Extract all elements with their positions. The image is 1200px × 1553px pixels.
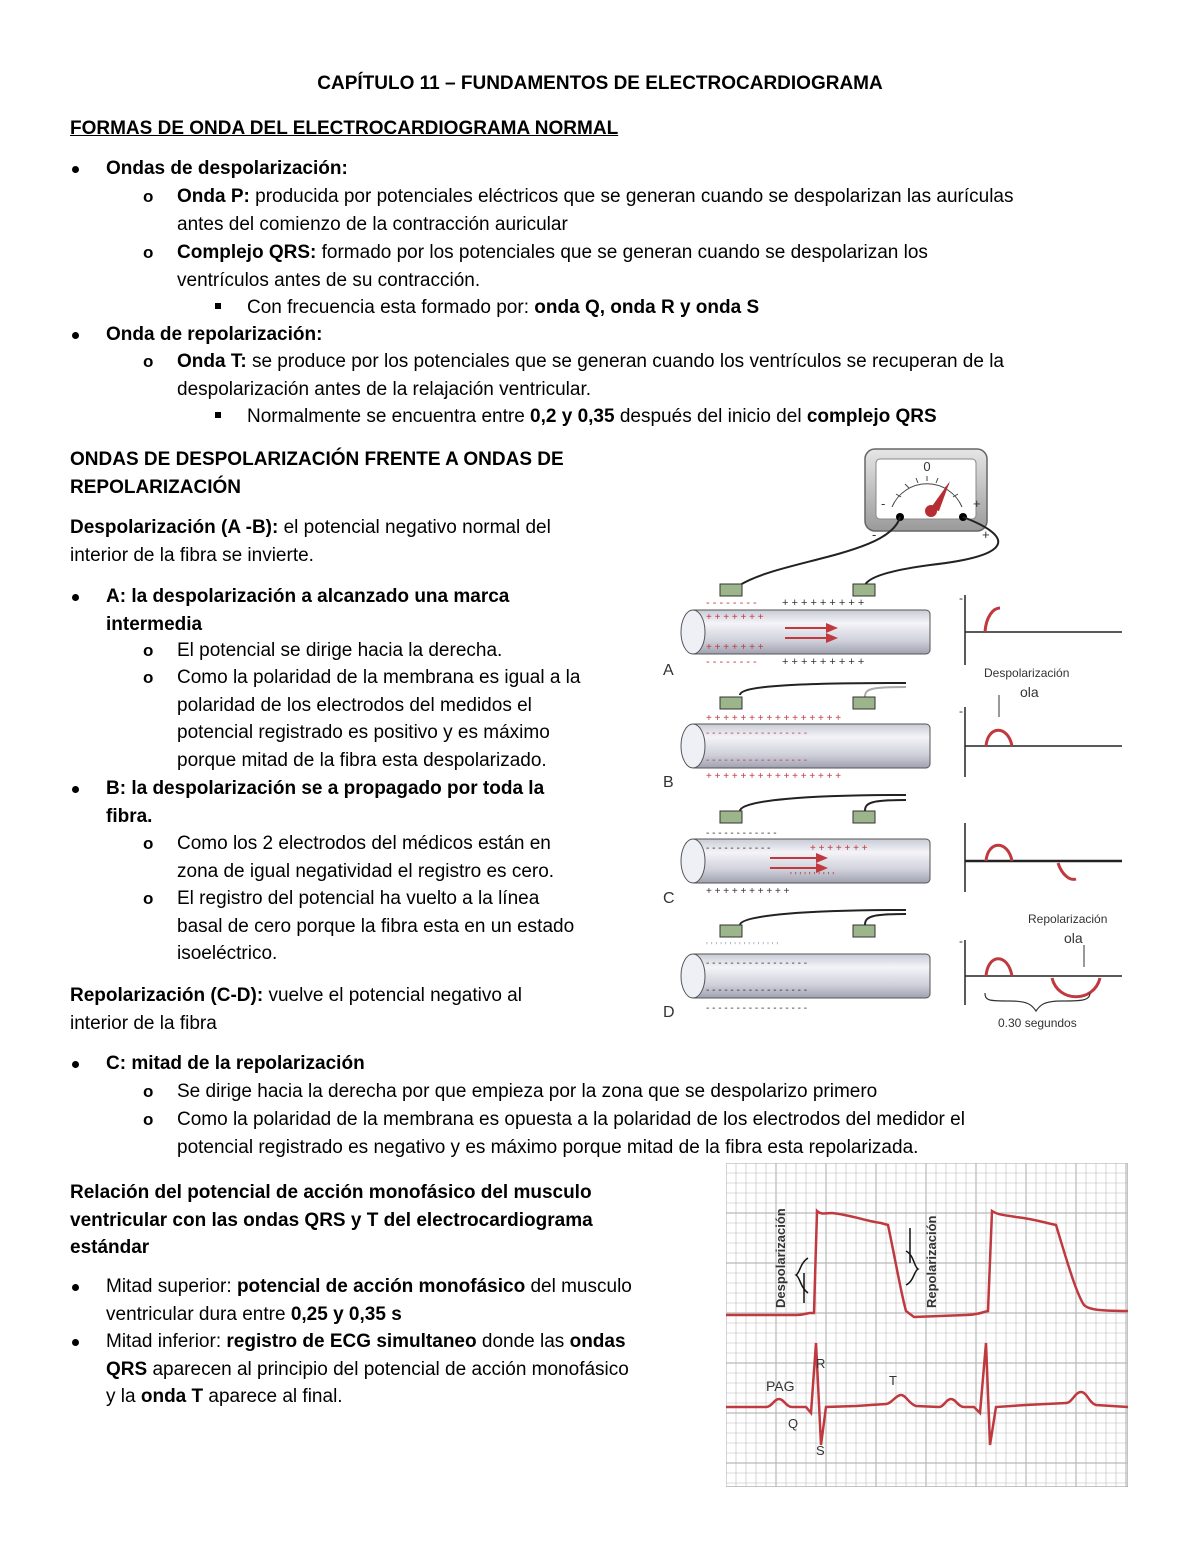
meter-minus: - xyxy=(881,496,886,511)
c-sub2-l2: potencial registrado es negativo y es máximo porque mitad de la fibra esta repolarizada. xyxy=(177,1136,919,1158)
onda-p-text: producida por potenciales eléctricos que se generan cuando se despolarizan las aurículas xyxy=(255,186,1014,207)
depol-repol-figure xyxy=(660,445,1140,1035)
bullet-circle: o xyxy=(143,889,154,908)
svg-text:-: - xyxy=(959,704,963,718)
page-title: CAPÍTULO 11 – FUNDAMENTOS DE ELECTROCARDIOGRAMA xyxy=(317,73,883,94)
fiber-a xyxy=(663,584,1122,679)
onda-p-text-2: antes del comienzo de la contracción auricular xyxy=(177,213,568,235)
repol-rotated-label: Repolarización xyxy=(924,1215,939,1308)
item-a xyxy=(106,583,509,638)
bullet-square xyxy=(215,412,221,418)
bullet-circle: o xyxy=(143,834,154,853)
a-sub2-l2: polaridad de los electrodos del medidos el xyxy=(177,694,532,716)
onda-p-item xyxy=(177,183,1147,238)
depol-paragraph xyxy=(70,514,640,569)
ecg-r-label: R xyxy=(816,1356,826,1371)
bullet-dot xyxy=(72,166,79,173)
section1-heading: FORMAS DE ONDA DEL ELECTROCARDIOGRAMA NORMAL xyxy=(70,118,619,139)
plus-row-bottom-a: + + + + + + + + + xyxy=(782,656,865,668)
bullet-circle: o xyxy=(143,641,154,660)
svg-text:-: - xyxy=(959,934,963,948)
svg-text:+ + + + + + +: + + + + + + + xyxy=(810,843,868,854)
bullet-dot xyxy=(72,594,79,601)
section2-heading xyxy=(70,446,564,501)
meter-zero: 0 xyxy=(923,459,931,474)
ap-ecg-figure xyxy=(726,1163,1128,1487)
item2-l3-bold: onda T xyxy=(140,1386,204,1407)
bullet-circle: o xyxy=(143,1082,154,1101)
section3-heading-l2: ventricular con las ondas QRS y T del electrocardiograma xyxy=(70,1209,593,1231)
bullet-circle: o xyxy=(143,243,154,262)
t-sub-bold2: complejo QRS xyxy=(806,406,937,427)
item2-l2-post: aparecen al principio del potencial de acción monofásico xyxy=(152,1358,629,1380)
minus-row-bottom-a: - - - - - - - - xyxy=(706,656,757,668)
ecg-t-label: T xyxy=(889,1373,897,1388)
svg-text:' ' ' ' ' ' ' ' ' ': ' ' ' ' ' ' ' ' ' ' xyxy=(790,871,835,882)
svg-text:-: - xyxy=(959,591,963,605)
depol-waves-label: Ondas de despolarización: xyxy=(106,158,348,179)
bullet-circle: o xyxy=(143,187,154,206)
bullet-dot xyxy=(72,1061,79,1068)
svg-text:- - - - - - - - - - -: - - - - - - - - - - - xyxy=(706,843,771,854)
c-sub2-l1: Como la polaridad de la membrana es opuesta a la polaridad de los electrodos del medidor el xyxy=(177,1109,965,1130)
fiber-b xyxy=(663,683,1122,791)
b-sub2-l3: isoeléctrico. xyxy=(177,943,278,964)
onda-t-text-2: despolarización antes de la relajación ventricular. xyxy=(177,378,592,400)
b-sub1-l2: zona de igual negatividad el registro es cero. xyxy=(177,860,555,882)
item1-bold: potencial de acción monofásico xyxy=(236,1276,526,1297)
item2-l3-pre: y la xyxy=(106,1386,136,1407)
onda-t-text: se produce por los potenciales que se generan cuando los ventrículos se recuperan de la xyxy=(251,351,1004,372)
minus-row-top-a: - - - - - - - - xyxy=(706,597,757,609)
onda-p-label: Onda P: xyxy=(177,186,250,207)
svg-text:- - - - - - - - - - - - - - -: - - - - - - - - - - - - - - - - - xyxy=(706,1003,808,1014)
a-sub2-l4: porque mitad de la fibra esta despolarizado. xyxy=(177,749,547,771)
qrs-item xyxy=(177,239,1147,294)
item2-bold1: registro de ECG simultaneo xyxy=(226,1331,477,1352)
section3-heading-l1: Relación del potencial de acción monofásico del musculo xyxy=(70,1182,592,1203)
item-a-l2: intermedia xyxy=(106,613,203,635)
item2-pre: Mitad inferior: xyxy=(106,1331,222,1352)
t-sub-mid: después del inicio del xyxy=(619,406,802,427)
b-sub2-l1: El registro del potencial ha vuelto a la línea xyxy=(177,888,540,909)
onda-t-item xyxy=(177,348,1147,403)
onda-t-label: Onda T: xyxy=(177,351,247,372)
t-sub-pre: Normalmente se encuentra entre xyxy=(247,406,525,427)
bullet-square xyxy=(215,303,221,309)
a-sub2-l1: Como la polaridad de la membrana es igual a la xyxy=(177,667,581,688)
b-sub2-l2: basal de cero porque la fibra esta en un estado xyxy=(177,915,575,937)
fiber-d xyxy=(663,910,1122,1021)
section2-heading-l2: REPOLARIZACIÓN xyxy=(70,476,241,498)
item-a-l1: A: la despolarización a alcanzado una marca xyxy=(106,586,510,607)
svg-text:+ + + + + + +: + + + + + + + xyxy=(706,642,764,653)
repol-text-2: interior de la fibra xyxy=(70,1012,217,1034)
label-d: D xyxy=(663,1004,675,1021)
item2-l3-post: aparece al final. xyxy=(208,1386,343,1407)
svg-text:+ + + + + + + + + + + + + + +: + + + + + + + + + + + + + + + + xyxy=(706,771,842,782)
svg-text:+ + + + + + +: + + + + + + + xyxy=(706,612,764,623)
bullet-circle: o xyxy=(143,668,154,687)
bullet-circle: o xyxy=(143,352,154,371)
bullet-dot xyxy=(72,332,79,339)
svg-text:-: - xyxy=(872,527,877,542)
svg-text:- - - - - - - - - - - - - - -: - - - - - - - - - - - - - - - - - xyxy=(706,755,808,766)
svg-text:+ + + + + + + + + +: + + + + + + + + + + xyxy=(706,886,790,897)
qrs-subitem xyxy=(247,294,759,322)
repol-bold: Repolarización (C-D): xyxy=(70,985,264,1006)
depol-rotated-label: Despolarización xyxy=(773,1208,788,1308)
ecg-s-label: S xyxy=(816,1443,825,1458)
depol-caption: Despolarización xyxy=(984,666,1070,680)
svg-text:- - - - - - - - - - - - - - -: - - - - - - - - - - - - - - - - - xyxy=(706,985,808,996)
repol-text: vuelve el potencial negativo al xyxy=(268,985,522,1006)
a-sub2-l3: potencial registrado es positivo y es máximo xyxy=(177,722,550,743)
repol-caption-ola: ola xyxy=(1064,930,1083,946)
depol-text-2: interior de la fibra se invierte. xyxy=(70,544,314,566)
svg-text:' ' ' ' ' ' ' ' ' ' ' ' ' ' ': ' ' ' ' ' ' ' ' ' ' ' ' ' ' ' ' xyxy=(706,941,779,952)
bullet-circle: o xyxy=(143,1110,154,1129)
depol-caption-ola: ola xyxy=(1020,684,1039,700)
section2-heading-l1: ONDAS DE DESPOLARIZACIÓN FRENTE A ONDAS DE xyxy=(70,449,564,470)
ecg-pag-label: PAG xyxy=(766,1378,795,1394)
item-c-sub2 xyxy=(177,1106,965,1161)
item-b-l2: fibra. xyxy=(106,805,153,827)
b-sub1-l1: Como los 2 electrodos del médicos están en xyxy=(177,833,551,854)
item-b xyxy=(106,775,544,830)
qrs-text: formado por los potenciales que se generan cuando se despolarizan los xyxy=(321,242,928,263)
item-b-l1: B: la despolarización se a propagado por toda la xyxy=(106,778,545,799)
svg-text:- - - - - - - - - - - - - - -: - - - - - - - - - - - - - - - - - xyxy=(706,728,808,739)
bullet-dot xyxy=(72,786,79,793)
fiber-c xyxy=(663,795,1122,907)
section3-heading-l3: estándar xyxy=(70,1237,150,1258)
item-b-sub1 xyxy=(177,830,554,885)
item1-post: del musculo xyxy=(530,1276,632,1297)
item1-pre: Mitad superior: xyxy=(106,1276,232,1297)
svg-text:+ + + + + + + + + + + + + + +: + + + + + + + + + + + + + + + + xyxy=(706,713,842,724)
repol-wave-label: Onda de repolarización: xyxy=(106,324,323,345)
t-subitem xyxy=(247,403,937,431)
item1-l2-bold: 0,25 y 0,35 s xyxy=(290,1303,402,1325)
depol-bold: Despolarización (A -B): xyxy=(70,517,279,538)
svg-text:+: + xyxy=(982,527,990,542)
item-a-sub2 xyxy=(177,664,580,774)
item-c-sub1: Se dirige hacia la derecha por que empieza por la zona que se despolarizo primero xyxy=(177,1081,878,1102)
svg-text:- - - - - - - - - - - - - - -: - - - - - - - - - - - - - - - - - xyxy=(706,958,808,969)
depol-text: el potencial negativo normal del xyxy=(283,517,551,538)
bullet-dot xyxy=(72,1339,79,1346)
meter-plus: + xyxy=(973,496,981,511)
item2-bold2: ondas xyxy=(569,1331,626,1352)
qrs-text-2: ventrículos antes de su contracción. xyxy=(177,269,481,291)
qrs-label: Complejo QRS: xyxy=(177,242,317,263)
repol-caption: Repolarización xyxy=(1028,912,1108,926)
qrs-sub-text: Con frecuencia esta formado por: xyxy=(247,297,529,318)
time-caption: 0.30 segundos xyxy=(998,1016,1077,1030)
item-a-sub1: El potencial se dirige hacia la derecha. xyxy=(177,640,503,661)
label-c: C xyxy=(663,890,675,907)
item-b-sub2 xyxy=(177,885,574,968)
section3-item1 xyxy=(106,1273,632,1328)
item-c: C: mitad de la repolarización xyxy=(106,1053,365,1074)
section3-heading xyxy=(70,1179,593,1262)
t-sub-bold1: 0,2 y 0,35 xyxy=(530,406,615,427)
qrs-sub-bold: onda Q, onda R y onda S xyxy=(534,297,760,318)
item2-mid: donde las xyxy=(481,1331,565,1352)
plus-row-top-a: + + + + + + + + + xyxy=(782,597,865,609)
label-b: B xyxy=(663,774,674,791)
bullet-dot xyxy=(72,1284,79,1291)
item1-l2-pre: ventricular dura entre xyxy=(106,1303,286,1325)
label-a: A xyxy=(663,662,674,679)
svg-text:- - - - - - - - - - - -: - - - - - - - - - - - - xyxy=(706,828,777,839)
repol-paragraph xyxy=(70,982,640,1037)
ecg-q-label: Q xyxy=(788,1416,799,1431)
item2-l2-bold: QRS xyxy=(106,1358,148,1380)
section3-item2 xyxy=(106,1328,629,1411)
